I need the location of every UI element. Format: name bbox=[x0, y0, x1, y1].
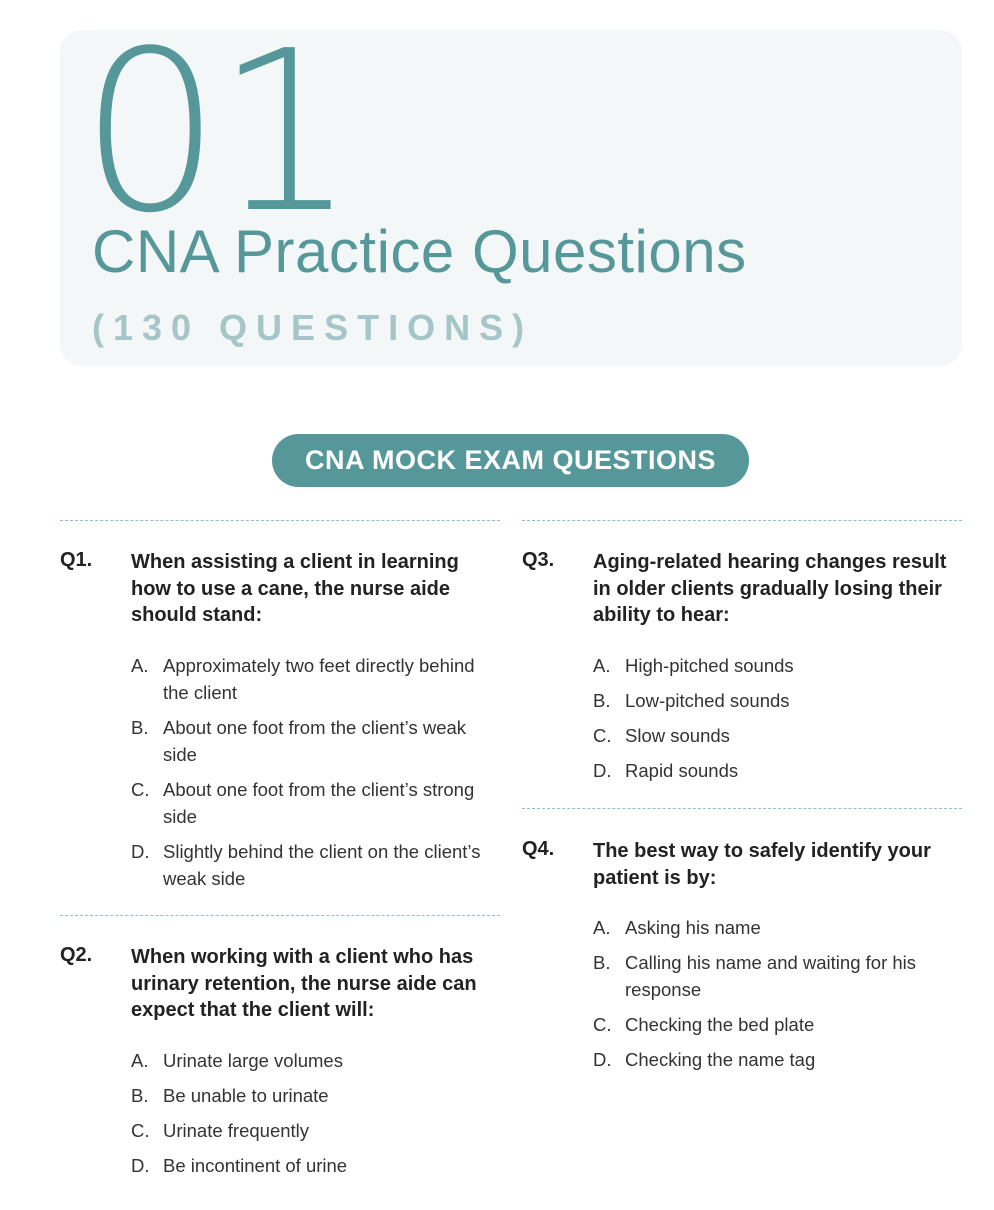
option-d[interactable]: D. Slightly behind the client on the client’s weak side bbox=[131, 841, 481, 889]
question-count-subtitle: (130 QUESTIONS) bbox=[92, 307, 534, 348]
divider bbox=[60, 520, 500, 521]
question-number: Q2. bbox=[60, 944, 93, 966]
page-title: CNA Practice Questions bbox=[92, 218, 747, 285]
question-number: Q1. bbox=[60, 549, 93, 571]
option-b[interactable]: B. Be unable to urinate bbox=[131, 1085, 329, 1106]
question-text: When working with a client who has urinary retention, the nurse aide can expect that the client will: bbox=[131, 946, 477, 1021]
divider bbox=[522, 808, 962, 809]
question-number: Q4. bbox=[522, 838, 555, 860]
option-b[interactable]: B. Calling his name and waiting for his response bbox=[593, 952, 917, 1000]
option-c[interactable]: C. Urinate frequently bbox=[131, 1120, 310, 1141]
options-list bbox=[131, 652, 501, 900]
question-text: When assisting a client in learning how to use a cane, the nurse aide should stand: bbox=[131, 551, 459, 626]
option-a[interactable]: A. Asking his name bbox=[593, 917, 761, 938]
option-c[interactable]: C. About one foot from the client’s strong side bbox=[131, 779, 475, 827]
option-d[interactable]: D. Be incontinent of urine bbox=[131, 1155, 348, 1176]
option-d[interactable]: D. Rapid sounds bbox=[593, 760, 739, 781]
option-c[interactable]: C. Slow sounds bbox=[593, 725, 730, 746]
option-a[interactable]: A. Urinate large volumes bbox=[131, 1050, 343, 1071]
chapter-number: 01 bbox=[80, 4, 351, 262]
question-text: The best way to safely identify your patient is by: bbox=[593, 840, 931, 889]
options-list bbox=[593, 652, 963, 792]
option-a[interactable]: A. Approximately two feet directly behind the client bbox=[131, 655, 475, 703]
options-list bbox=[593, 914, 938, 1081]
option-b[interactable]: B. About one foot from the client’s weak side bbox=[131, 717, 467, 765]
option-c[interactable]: C. Checking the bed plate bbox=[593, 1014, 815, 1035]
divider bbox=[522, 520, 962, 521]
option-b[interactable]: B. Low-pitched sounds bbox=[593, 690, 790, 711]
question-text: Aging-related hearing changes result in older clients gradually losing their ability to hear: bbox=[593, 551, 947, 626]
divider bbox=[60, 915, 500, 916]
question-number: Q3. bbox=[522, 549, 555, 571]
options-list bbox=[131, 1047, 501, 1187]
option-d[interactable]: D. Checking the name tag bbox=[593, 1049, 816, 1070]
section-badge: CNA MOCK EXAM QUESTIONS bbox=[272, 434, 749, 487]
option-a[interactable]: A. High-pitched sounds bbox=[593, 655, 794, 676]
